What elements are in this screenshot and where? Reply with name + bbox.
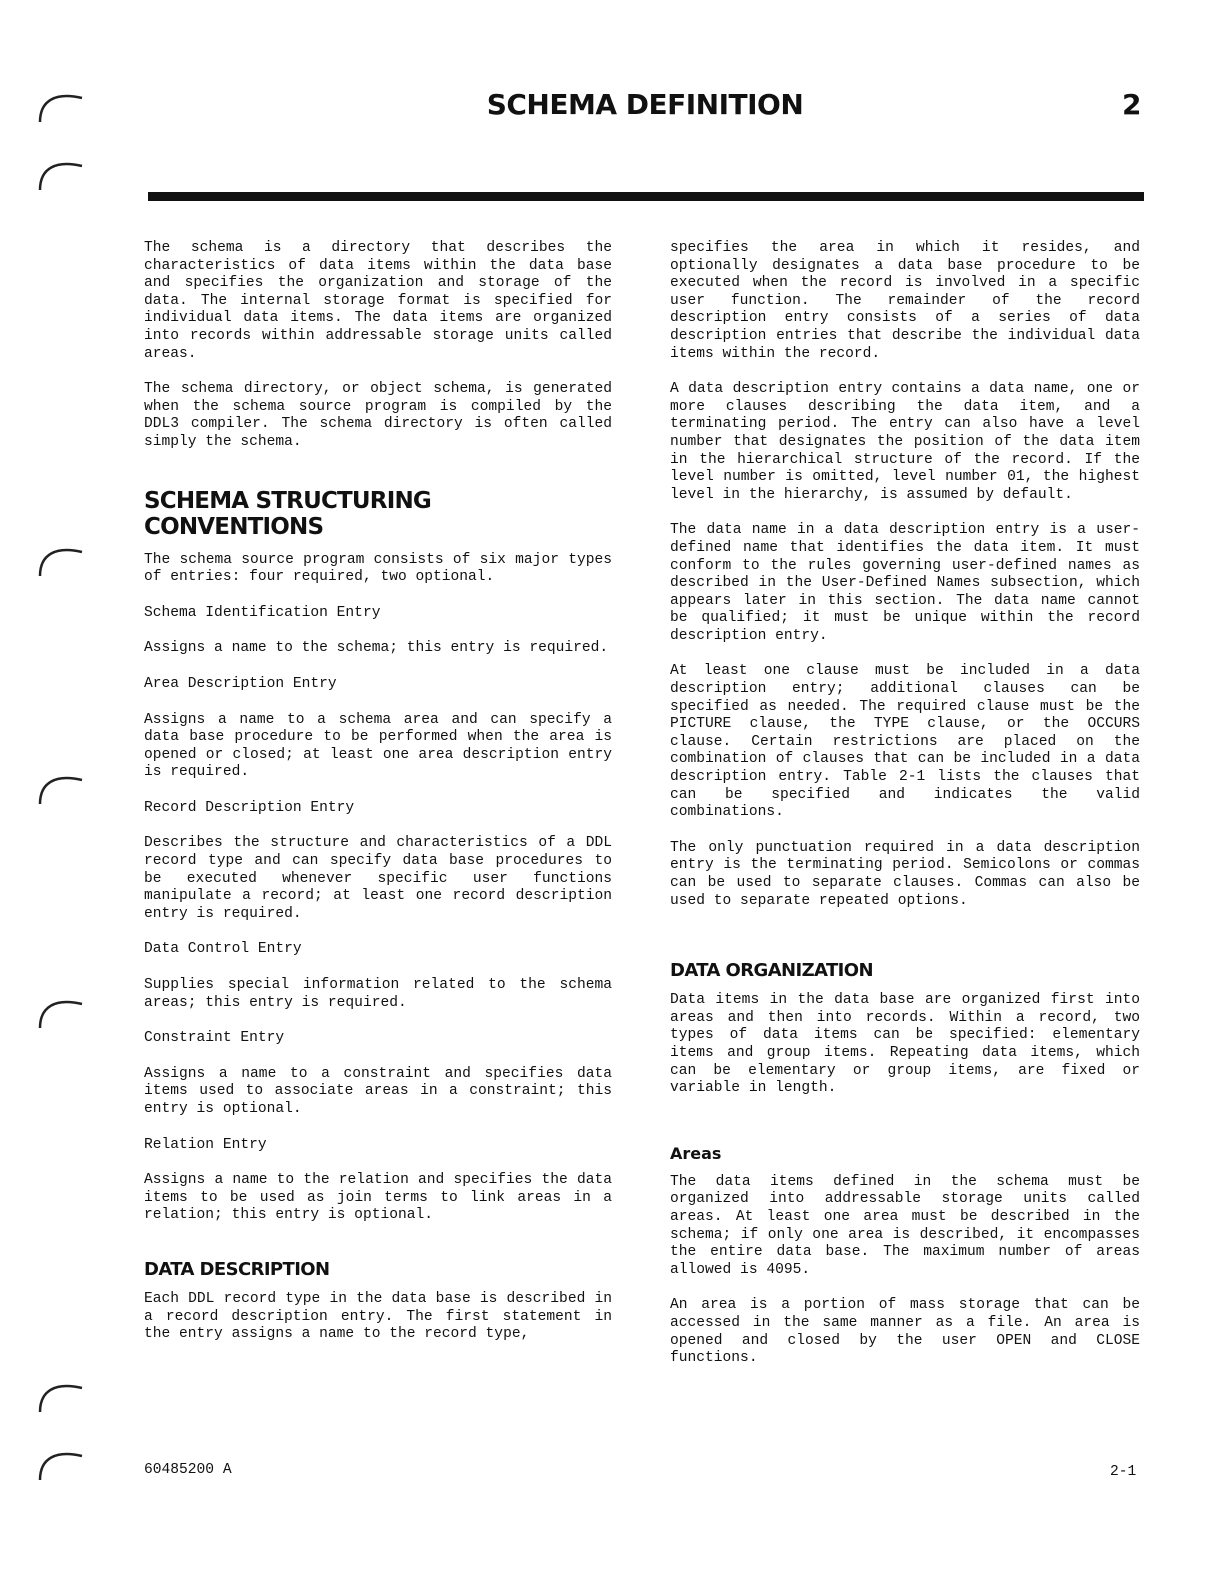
right-column (670, 240, 1140, 1368)
punctuation-paragraph: The only punctuation required in a data description entry is the terminating period. Semicolons or commas can be used to separate clauses. Commas can also be used to separate repeated options. (670, 839, 1140, 909)
entry-desc-data-control: Supplies special information related to the schema areas; this entry is required. (144, 977, 612, 1011)
data-organization-paragraph: Data items in the data base are organized first into areas and then into records. Within a record, two types of data items can be specified: elementary items and group items. Repeating data items, which can be elementary or group items, are fixed or variable in length. (670, 992, 1140, 1097)
data-description-paragraph: Each DDL record type in the data base is described in a record description entry. The first statement in the entry assigns a name to the record type, (144, 1290, 612, 1343)
subsection-heading-areas: Areas (670, 1143, 722, 1163)
entry-desc-relation: Assigns a name to the relation and specifies the data items to be used as join terms to link areas in a relation; this entry is optional. (144, 1172, 612, 1224)
section-heading-data-description: DATA DESCRIPTION (144, 1258, 330, 1280)
heading-line-2: CONVENTIONS (144, 513, 324, 540)
data-description-entry-paragraph: A data description entry contains a data name, one or more clauses describing the data item, and a terminating period. The entry can also have a level number that designates the position of the data item in the hierarchical structure of the record. If the level number is omitted, level number 01, the highest level in the hierarchy, is assumed by default. (670, 381, 1140, 503)
entry-name-area: Area Description Entry (144, 675, 337, 692)
document-number: 60485200 A (144, 1462, 232, 1478)
binder-mark-7 (30, 1446, 90, 1486)
entry-name-schema-id: Schema Identification Entry (144, 604, 381, 621)
entry-desc-constraint: Assigns a name to a constraint and specifies data items used to associate areas in a constraint; this entry is optional. (144, 1065, 612, 1117)
binder-mark-2 (30, 156, 90, 196)
entry-name-record: Record Description Entry (144, 799, 355, 816)
page-title: SCHEMA DEFINITION (486, 88, 804, 121)
header-rule (148, 192, 1144, 201)
entry-types-paragraph: The schema source program consists of six major types of entries: four required, two optional. (144, 551, 612, 586)
entry-name-constraint: Constraint Entry (144, 1030, 285, 1047)
data-name-paragraph: The data name in a data description entry is a user-defined name that identifies the data item. It must conform to the rules governing user-defined names as described in the User-Defined Names subsection, which appears later in this section. The data name cannot be qualified; it must be unique within the record description entry. (670, 522, 1140, 644)
binder-mark-5 (30, 994, 90, 1034)
binder-mark-4 (30, 770, 90, 810)
clause-paragraph: At least one clause must be included in a data description entry; additional clauses can be specified as needed. The required clause must be the PICTURE clause, the TYPE clause, or the OCCURS clause. Certain restrictions are placed on the combination of clauses that can be included in a data description entry. Table 2-1 lists the clauses that can be specified and indicates the valid combinations. (670, 663, 1140, 821)
left-column (144, 240, 612, 1344)
binder-mark-3 (30, 542, 90, 582)
chapter-number: 2 (1122, 88, 1142, 121)
object-schema-paragraph: The schema directory, or object schema, is generated when the schema source program is compiled by the DDL3 compiler. The schema directory is often called simply the schema. (144, 381, 612, 450)
entry-desc-record: Describes the structure and characteristics of a DDL record type and can specify data base procedures to be executed whenever specific user functions manipulate a record; at least one record description entry is required. (144, 835, 612, 922)
entry-desc-area: Assigns a name to a schema area and can specify a data base procedure to be performed when the area is opened or closed; at least one area description entry is required. (144, 711, 612, 781)
section-heading-structuring (144, 488, 612, 540)
page-number: 2-1 (1110, 1464, 1137, 1480)
entry-name-relation: Relation Entry (144, 1136, 267, 1153)
areas-paragraph: The data items defined in the schema must be organized into addressable storage units called areas. At least one area must be described in the schema; if only one area is described, it encompasses the entire data base. The maximum number of areas allowed is 4095. (670, 1173, 1140, 1278)
intro-paragraph: The schema is a directory that describes the characteristics of data items within the data base and specifies the organization and storage of the data. The internal storage format is specified for individual data items. The data items are organized into records within addressable storage units called areas. (144, 240, 612, 362)
entry-desc-schema-id: Assigns a name to the schema; this entry is required. (144, 640, 609, 657)
section-heading-data-organization: DATA ORGANIZATION (670, 960, 873, 982)
binder-mark-6 (30, 1378, 90, 1418)
entry-name-data-control: Data Control Entry (144, 941, 302, 958)
area-definition-paragraph: An area is a portion of mass storage that can be accessed in the same manner as a file. An area is opened and closed by the user OPEN and CLOSE functions. (670, 1297, 1140, 1367)
heading-line-1: SCHEMA STRUCTURING (144, 487, 431, 514)
record-area-paragraph: specifies the area in which it resides, and optionally designates a data base procedure to be executed when the record is involved in a specific user function. The remainder of the record description entry consists of a series of data description entries that describe the individual data items within the record. (670, 240, 1140, 362)
